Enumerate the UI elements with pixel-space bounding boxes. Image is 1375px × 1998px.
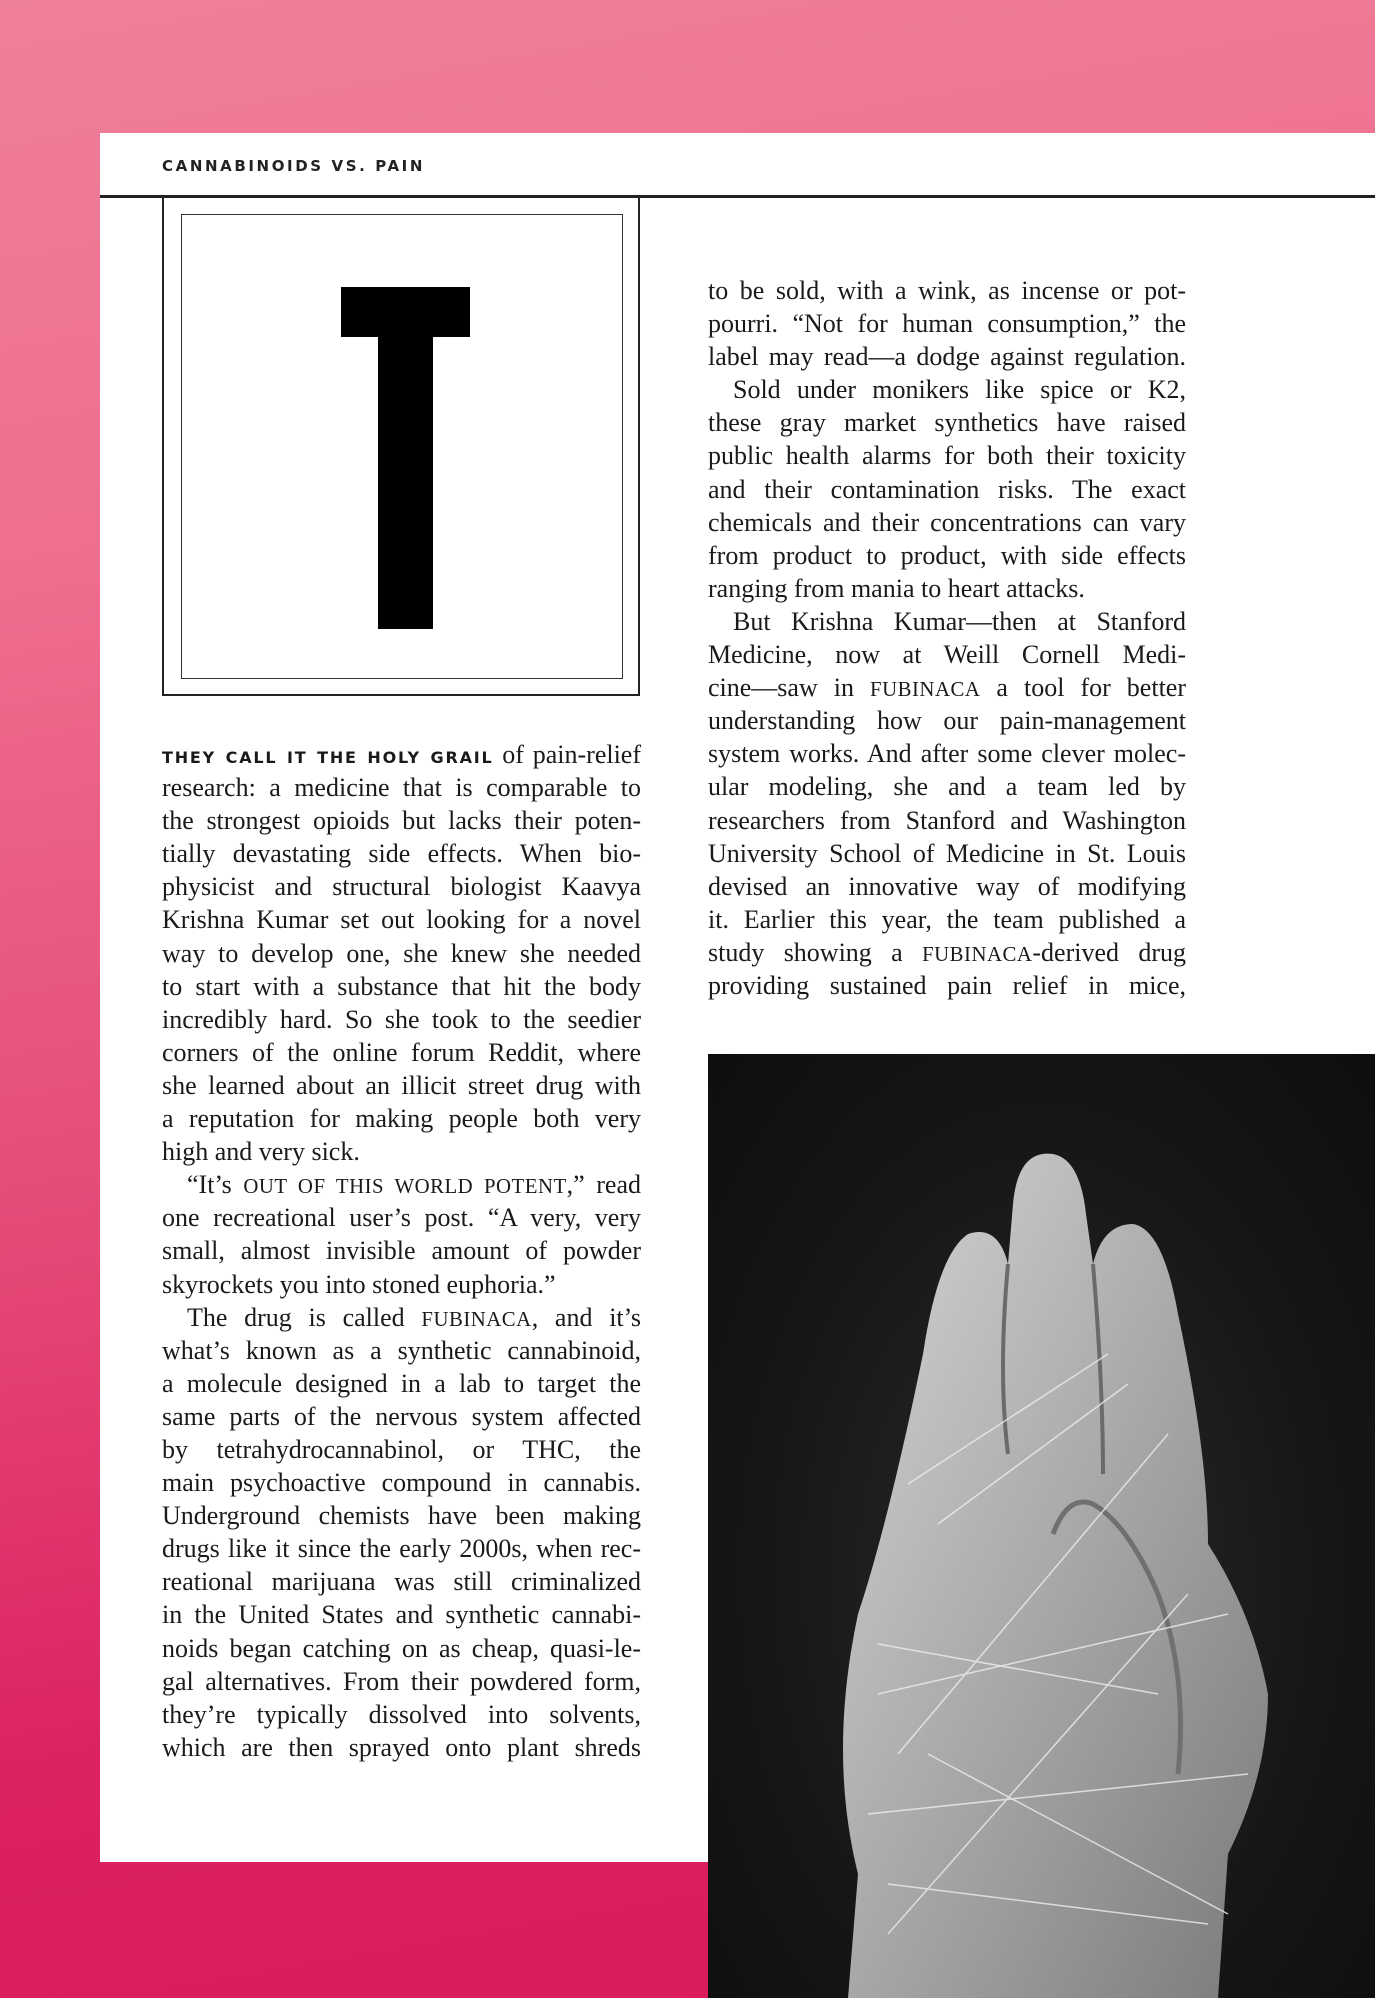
article-text-line: gal alternatives. From their powdered form,: [162, 1666, 641, 1696]
hand-photo: [708, 1054, 1375, 1998]
article-text-line: drugs like it since the early 2000s, when rec-: [162, 1534, 641, 1564]
article-text-line: way to develop one, she knew she needed: [162, 938, 641, 968]
article-text-line: a reputation for making people both very: [162, 1104, 641, 1134]
article-text-line: a molecule designed in a lab to target the: [162, 1368, 641, 1398]
article-text-line: system works. And after some clever molec-: [708, 739, 1186, 769]
article-text-line: ular modeling, she and a team led by: [708, 772, 1186, 802]
article-text-line: incredibly hard. So she took to the seedier: [162, 1004, 641, 1034]
article-text-line: “It’s OUT OF THIS WORLD POTENT,” read: [187, 1170, 641, 1200]
article-text-line: to be sold, with a wink, as incense or pot-: [708, 276, 1186, 305]
article-text-line: one recreational user’s post. “A very, very: [162, 1203, 641, 1233]
article-text-line: providing sustained pain relief in mice,: [708, 970, 1186, 1000]
article-text-line: study showing a FUBINACA-derived drug: [708, 937, 1187, 967]
article-text-line: tially devastating side effects. When bio-: [162, 839, 641, 869]
article-text-line: Medicine, now at Weill Cornell Medi-: [708, 640, 1186, 670]
hand-illustration: [708, 1054, 1375, 1998]
article-text-line: it. Earlier this year, the team published a: [708, 904, 1186, 934]
article-text-line: main psychoactive compound in cannabis.: [162, 1468, 641, 1498]
article-text-line: from product to product, with side effects: [708, 540, 1186, 570]
article-text-line: corners of the online forum Reddit, where: [162, 1037, 641, 1067]
article-text-line: by tetrahydrocannabinol, or THC, the: [162, 1434, 641, 1464]
lead-in-rest: of pain-relief: [493, 740, 641, 769]
article-text-line: and their contamination risks. The exact: [708, 474, 1186, 504]
lead-in-text: THEY CALL IT THE HOLY GRAIL: [162, 748, 494, 767]
section-kicker: CANNABINOIDS VS. PAIN: [162, 157, 426, 175]
article-text-line: chemicals and their concentrations can vary: [708, 507, 1186, 537]
article-text-line: to start with a substance that hit the body: [162, 971, 641, 1001]
article-text-line: these gray market synthetics have raised: [708, 408, 1186, 438]
article-text-line: skyrockets you into stoned euphoria.”: [162, 1269, 556, 1299]
article-column-right: [708, 274, 1186, 1002]
article-text-line: they’re typically dissolved into solvents,: [162, 1699, 641, 1729]
article-column-left: [162, 738, 641, 1764]
article-text-line: which are then sprayed onto plant shreds: [162, 1732, 641, 1762]
article-text-line: The drug is called FUBINACA, and it’s: [187, 1302, 641, 1332]
article-text-line: label may read—a dodge against regulation.: [708, 342, 1186, 372]
article-text-line: she learned about an illicit street drug with: [162, 1070, 641, 1100]
article-text-line: physicist and structural biologist Kaavya: [162, 872, 641, 902]
article-text-line: same parts of the nervous system affected: [162, 1401, 641, 1431]
article-text-line: the strongest opioids but lacks their poten-: [162, 806, 641, 836]
article-text-line: public health alarms for both their toxicity: [708, 441, 1186, 471]
article-text-line: devised an innovative way of modifying: [708, 871, 1186, 901]
article-text-line: noids began catching on as cheap, quasi-le-: [162, 1633, 641, 1663]
dropcap-letter-t-stem: [378, 336, 433, 629]
article-text-line: [162, 738, 641, 771]
article-text-line: University School of Medicine in St. Louis: [708, 838, 1186, 868]
article-text-line: cine—saw in FUBINACA a tool for better: [708, 673, 1186, 703]
article-text-line: in the United States and synthetic cannabi-: [162, 1600, 641, 1630]
article-text-line: what’s known as a synthetic cannabinoid,: [162, 1335, 641, 1365]
article-text-line: ranging from mania to heart attacks.: [708, 573, 1085, 603]
article-text-line: Krishna Kumar set out looking for a novel: [162, 905, 641, 935]
article-text-line: high and very sick.: [162, 1137, 360, 1167]
article-text-line: Underground chemists have been making: [162, 1501, 641, 1531]
article-text-line: But Krishna Kumar—then at Stanford: [733, 606, 1186, 636]
article-text-line: pourri. “Not for human consumption,” the: [708, 309, 1186, 339]
article-text-line: researchers from Stanford and Washington: [708, 805, 1186, 835]
article-text-line: research: a medicine that is comparable to: [162, 773, 641, 803]
dropcap-letter-t-bar: [341, 287, 470, 337]
article-text-line: understanding how our pain-management: [708, 706, 1186, 736]
article-text-line: small, almost invisible amount of powder: [162, 1236, 641, 1266]
article-text-line: Sold under monikers like spice or K2,: [733, 375, 1186, 405]
article-text-line: reational marijuana was still criminalized: [162, 1567, 641, 1597]
